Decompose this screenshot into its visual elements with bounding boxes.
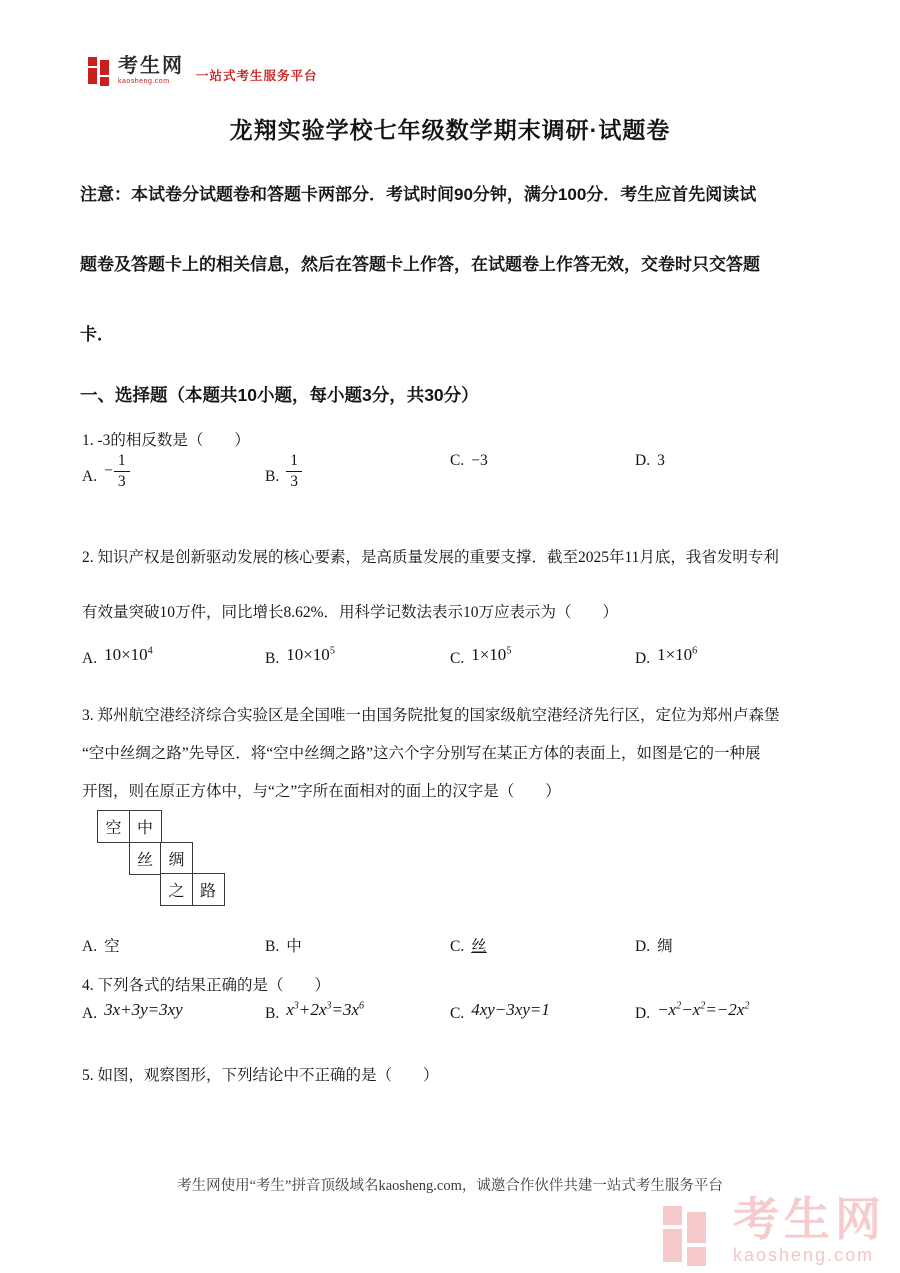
- fraction-numerator: 1: [114, 452, 130, 472]
- brand-tagline: 一站式考生服务平台: [196, 69, 318, 83]
- net-cell: 空: [97, 810, 130, 843]
- notice-line-3: 卡．: [80, 325, 114, 344]
- brand-domain: kaosheng.com: [118, 78, 170, 85]
- question-3-stem-line-2: “空中丝绸之路”先导区．将“空中丝绸之路”这六个字分别写在某正方体的表面上，如图是它的一种展: [82, 745, 761, 762]
- option-value: 4xy−3xy=1: [471, 1000, 550, 1019]
- question-1-options: [82, 452, 842, 510]
- net-cell: 路: [192, 873, 225, 906]
- fraction-denominator: 3: [117, 472, 126, 490]
- option-label: D.: [635, 1005, 651, 1022]
- option-value: $-x^2-x^2=-2x^2$: [657, 1000, 750, 1019]
- option-label: A.: [82, 938, 98, 955]
- q1-option-c: [450, 452, 488, 475]
- option-value: 3: [657, 452, 665, 469]
- question-2-stem-line-2: 有效量突破10万件，同比增长8.62%．用科学记数法表示10万应表示为（ ）: [82, 604, 619, 621]
- kaosheng-logo: [88, 56, 318, 86]
- option-label: C.: [450, 650, 465, 667]
- q2-option-c: [450, 645, 511, 668]
- net-cell: 中: [129, 810, 162, 843]
- option-value: 空: [104, 938, 120, 955]
- fraction-denominator: 3: [290, 472, 298, 490]
- watermark-domain: kaosheng.com: [733, 1245, 875, 1265]
- option-label: B.: [265, 938, 280, 955]
- option-value: $1\times 10^5$: [471, 645, 512, 664]
- option-label: B.: [265, 467, 280, 485]
- option-label: C.: [450, 452, 465, 469]
- option-value: $x^3+2x^3=3x^6$: [286, 1000, 365, 1019]
- q2-option-a: [82, 645, 153, 668]
- fraction-numerator: 1: [286, 452, 302, 472]
- option-label: B.: [265, 650, 280, 667]
- option-label: C.: [450, 938, 465, 955]
- option-label: D.: [635, 650, 651, 667]
- question-3-stem-line-3: 开图，则在原正方体中，与“之”字所在面相对的面上的汉字是（ ）: [82, 783, 561, 800]
- option-label: A.: [82, 1005, 98, 1022]
- page-footer: 考生网使用“考生”拼音顶级域名kaosheng.com，诚邀合作伙伴共建一站式考生服务平台: [177, 1178, 723, 1194]
- notice-line-2: 题卷及答题卡上的相关信息，然后在答题卡上作答，在试题卷上作答无效，交卷时只交答题: [80, 255, 760, 274]
- watermark-brand: 考生网: [733, 1193, 886, 1245]
- question-3-options: [82, 934, 842, 958]
- option-label: B.: [265, 1005, 280, 1022]
- question-5-stem: 5. 如图，观察图形，下列结论中不正确的是（ ）: [82, 1067, 439, 1084]
- q2-option-b: [265, 645, 335, 668]
- q1-option-d: [635, 452, 665, 475]
- fraction: [114, 452, 130, 491]
- option-value: 3x+3y=3xy: [104, 1000, 183, 1019]
- option-label: A.: [82, 467, 98, 485]
- option-value: −3: [471, 452, 488, 469]
- exam-title: 龙翔实验学校七年级数学期末调研·试题卷: [229, 117, 671, 143]
- q1-option-a: [82, 452, 130, 491]
- question-2-stem-line-1: 2. 知识产权是创新驱动发展的核心要素，是高质量发展的重要支撑．截至2025年11月底，我省发明专利: [82, 549, 779, 566]
- net-cell: 丝: [129, 842, 162, 875]
- option-value: 丝: [471, 938, 487, 955]
- option-value: 中: [286, 938, 302, 955]
- net-cell: 绸: [160, 842, 193, 875]
- q3-option-d: [635, 934, 673, 956]
- question-1-stem: 1. -3的相反数是（ ）: [82, 432, 250, 449]
- section-heading: 一、选择题（本题共10小题，每小题3分，共30分）: [80, 385, 479, 405]
- net-cell: 之: [160, 873, 193, 906]
- option-value: 绸: [657, 938, 673, 955]
- option-label: A.: [82, 650, 98, 667]
- question-4-options: [82, 1000, 842, 1044]
- q4-option-a: [82, 1000, 183, 1023]
- q4-option-b: [265, 1000, 364, 1023]
- question-3-stem-line-1: 3. 郑州航空港经济综合实验区是全国唯一由国务院批复的国家级航空港经济先行区，定位为郑州卢森堡: [82, 707, 780, 724]
- question-2-options: [82, 645, 842, 685]
- option-value: $1\times 10^6$: [657, 645, 698, 664]
- option-label: D.: [635, 452, 651, 469]
- fraction: [286, 452, 302, 491]
- option-label: C.: [450, 1005, 465, 1022]
- cube-net-diagram: [97, 810, 225, 907]
- watermark: [663, 1193, 886, 1268]
- fraction-sign: −: [104, 462, 113, 480]
- q2-option-d: [635, 645, 697, 668]
- q4-option-d: [635, 1000, 749, 1023]
- q3-option-b: [265, 934, 302, 956]
- q1-option-b: [265, 452, 302, 491]
- question-4-stem: 4. 下列各式的结果正确的是（ ）: [82, 977, 331, 994]
- notice-line-1: 注意：本试卷分试题卷和答题卡两部分．考试时间90分钟，满分100分．考生应首先阅读试: [80, 185, 757, 204]
- option-value: $10\times 10^4$: [104, 645, 153, 664]
- option-label: D.: [635, 938, 651, 955]
- brand-name: 考生网: [118, 55, 184, 77]
- kaosheng-logo-icon: [88, 56, 112, 86]
- q3-option-a: [82, 934, 120, 956]
- kaosheng-logo-icon: [663, 1204, 721, 1268]
- q3-option-c: [450, 934, 487, 956]
- q4-option-c: [450, 1000, 550, 1023]
- option-value: $10\times 10^5$: [286, 645, 335, 664]
